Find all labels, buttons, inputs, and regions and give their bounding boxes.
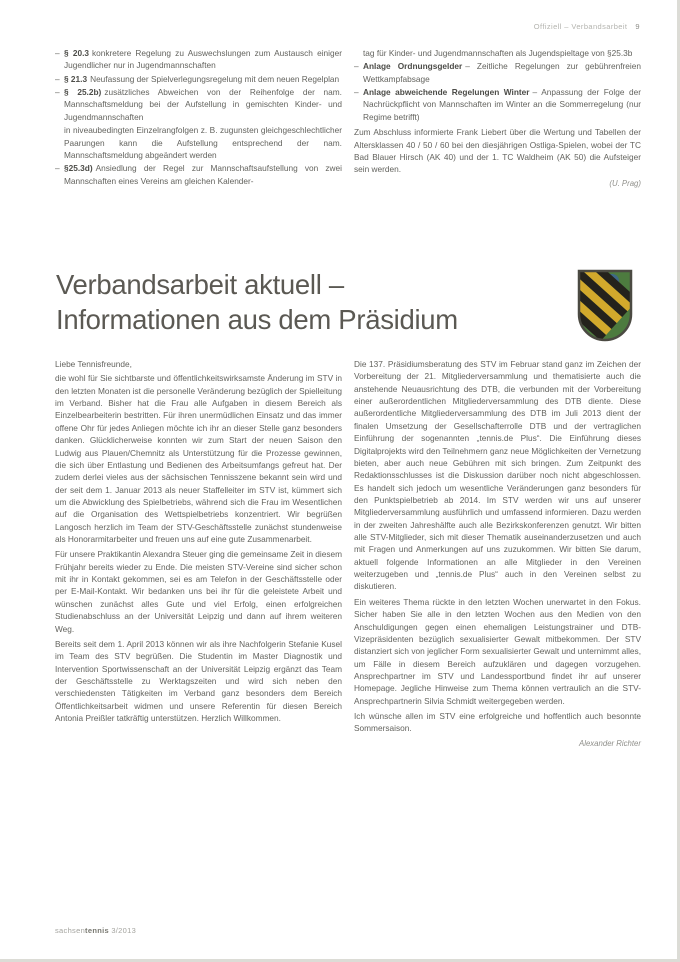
- page-number: 9: [635, 22, 640, 31]
- closing-paragraph: Ich wünsche allen im STV eine erfolgreiche und hoffentlich auch besonnte Sommersaison.: [354, 711, 641, 734]
- paragraph: Ein weiteres Thema rückte in den letzten Wochen unerwartet in den Fokus. Sicher haben Sie alle in den letzten Wochen aus den Medien von den Anschuldigungen gegen einen ehemaligen Leistungstrainer und DTB-Vizepräsidenten bezüglich sexualisierter Gewalt mitbekommen. Der STV distanziert sich von jeglicher Form sexualisierter Gewalt und unternimmt alles, um Fälle in diesem Bereich aufzuklären und dagegen vorzugehen. Ansprechpartner im STV und Landessportbund findet ihr auf unserer Homepage. Jegliche Hinweise zum Thema können vertraulich an die STV-Ansprechpartnerin Silvia Schmidt weitergegeben werden.: [354, 596, 641, 706]
- headline-line1: Verbandsarbeit aktuell –: [56, 269, 344, 300]
- paragraph: Die 137. Präsidiumsberatung des STV im Februar stand ganz im Zeichen der Vorbereitung der 21. Mitgliederversammlung und thematisierte auch die anstehende Neuausrichtung des DTB, die verbunden mit der Vorbereitung einer außerordentlichen Mitgliederversammlung des DTB diente. Diese außerordentliche Mitgliederversammlung des DTB im Juli 2013 dient der finalen Umsetzung der Gesellschafterrolle DTB und der vertraglichen Einführung der sogenannten „tennis.de Plus“. Die Einführung dieses Digitalprojekts wird den Teilnehmern ganz neue Möglichkeiten der Vernetzung bieten, aber auch neue Gebühren mit sich bringen. Zum Zeitpunkt des Redaktionsschlusses ist die Diskussion darüber noch nicht abgeschlossen. Es handelt sich jedoch um wesentliche Veränderungen ganz besonders für den Punktspielbetrieb ab 2014. Im STV werden wir uns auf unserer Mitgliederversammlung ausführlich und umfassend informieren. Dazu werden in der zweiten Jahreshälfte auch alle Bezirkskonferenzen genutzt. Wir bitten alle STV-Mitglieder, sich mit dieser Thematik auseinanderzusetzen und auch mit Fragen und Anmerkungen auf uns zuzukommen. Wir bitten Sie darum, aktuell folgende Informationen an alle Mitglieder in den Vereinen weiterzugeben und „tennis.de Plus“ auch in den Vereinen selbst zu diskutieren.: [354, 359, 641, 592]
- rule-lead: §25.3d): [64, 163, 93, 174]
- paragraph: die wohl für Sie sichtbarste und öffentlichkeitswirksamste Änderung im STV in den letzten Monaten ist die personelle Veränderung bezüglich der Spielleitung im Verband. Bisher hat die Frau alle Aufgaben in diesem Bereich als Einzelbearbeiterin bestritten. Für ihren unermüdlichen Einsatz und das immer offene Ohr für jedes Anliegen möchte ich ihr an dieser Stelle ganz besonders danken. Glücklicherweise konnten wir zum Start der neuen Saison den Ludwig aus Plauen/Chemnitz als Unterstützung für die Prozesse gewinnen, die sich über Entlastung und Bedienen des Arbeitsumfangs gefreut hat. Der zudem derlei vieles aus der sächsischen Tennisszene bekannt sein wird und der seit dem 1. Januar 2013 als neuer Staffelleiter im STV ist, kümmert sich um die Abwicklung des Spielbetriebs, während sich die Frau im Wesentlichen auf die Organisation des Wettspielbetriebs konzentriert. Wir begrüßen Langosch herzlich im Team der STV-Geschäftsstelle zunächst stundenweise als Honorarmitarbeiter und freuen uns auf eine gute Zusammenarbeit.: [55, 373, 342, 545]
- dash-marker: –: [55, 163, 60, 174]
- dash-marker: –: [55, 48, 60, 58]
- top-article-right-column: [354, 47, 641, 189]
- top-article-left-column: [55, 47, 342, 189]
- paragraph: Bereits seit dem 1. April 2013 können wir als ihre Nachfolgerin Stefanie Kusel im Team des STV begrüßen. Die Studentin im Master Diagnostik und Intervention Sportwissenschaft an der Universität Leipzig ergänzt das Team der Geschäftsstelle zu Werktagszeiten und wird sich neben den verschiedensten Tätigkeiten im Verband ganz besonders dem Bereich Öffentlichkeitsarbeit widmen und unsere Referentin für diesen Bereich Antonia Preißler tatkräftig unterstützen. Herzlich Willkommen.: [55, 638, 342, 724]
- stv-crest-icon: [576, 268, 634, 344]
- rule-text: – Zeitliche Regelungen zur gebührenfreien Wettkampfabsage: [363, 61, 641, 84]
- issue-number: 3/2013: [111, 926, 137, 935]
- rule-text: zusätzliches Abweichen von der Reihenfolge der nam. Mannschaftsmeldung bei der Aufstellung in gemischten Kinder- und Jugendmannschaften: [64, 87, 342, 122]
- main-article-right-column: [354, 358, 641, 749]
- rule-text: Neufassung der Spielverlegungsregelung mit dem neuen Regelplan: [90, 73, 340, 84]
- paragraph: Für unsere Praktikantin Alexandra Steuer ging die gemeinsame Zeit in diesem Frühjahr bereits wieder zu Ende. Die meisten STV-Vereine sind sicher schon mit ihr in Kontakt gekommen, sei es am Telefon in der Geschäftsstelle oder per E-Mail-Kontakt. Wir bedanken uns bei ihr für die geleistete Arbeit und wünschen zunächst alles Gute und viel Erfolg, einen erfolgreichen Studienabschluss an der Universität Leipzig und dann auf ihrem weiteren Weg.: [55, 549, 342, 634]
- dash-marker: –: [55, 87, 60, 98]
- running-head: [534, 22, 640, 31]
- magazine-name-bold: tennis: [85, 926, 109, 935]
- rule-item: [354, 60, 641, 85]
- main-article: [55, 358, 641, 749]
- rule-lead: § 20.3: [64, 48, 89, 58]
- main-article-signature: Alexander Richter: [579, 738, 641, 748]
- rule-item: [55, 47, 342, 72]
- main-article-left-column: [55, 358, 342, 749]
- rule-item: [55, 86, 342, 123]
- salutation: Liebe Tennisfreunde,: [55, 359, 132, 369]
- rule-text: – Anpassung der Folge der Nachrückpflicht von Mannschaften im Winter an die Sommerregelung (nur Regime betrifft): [363, 87, 641, 122]
- dash-marker: –: [354, 61, 359, 72]
- top-article-signature: (U. Prag): [609, 178, 641, 188]
- article-headline: [56, 268, 556, 337]
- dash-marker: –: [354, 87, 359, 98]
- running-head-section: Offiziell – Verbandsarbeit: [533, 22, 628, 31]
- magazine-name-light: sachsen: [55, 926, 86, 935]
- rule-item: [55, 162, 342, 187]
- top-article-closing: Zum Abschluss informierte Frank Liebert über die Wertung und Tabellen der Altersklassen 40 / 50 / 60 bei den diesjährigen Ostliga-Spielen, wobei der TC Bad Blauer Hirsch (AK 40) und der 1. TC Waldheim (AK 50) die Aufsteiger sein werden.: [354, 127, 641, 175]
- dash-marker: –: [55, 73, 60, 84]
- rule-item-continuation: [55, 124, 342, 161]
- rule-text: in niveaubedingten Einzelrangfolgen z. B. zugunsten gleichgeschlechtlicher Paarungen kann die Aufstellung entsprechend der nam. Mannschaftsmeldung abgeändert werden: [64, 125, 342, 160]
- column-continuation-text: tag für Kinder- und Jugendmannschaften als Jugendspieltage von §25.3b: [363, 48, 633, 58]
- rule-lead: § 25.2b): [64, 87, 102, 98]
- footer: [55, 926, 136, 935]
- rule-item: [354, 86, 641, 123]
- rule-lead: Anlage abweichende Regelungen Winter: [363, 87, 530, 98]
- rule-text: Ansiedlung der Regel zur Mannschaftsaufstellung von zwei Mannschaften eines Vereins am gleichen Kalender-: [64, 163, 342, 186]
- rule-text: konkretere Regelung zu Auswechslungen zum Austausch einiger Jugendlicher nur in Jugendmannschaften: [64, 48, 342, 71]
- rule-lead: § 21.3: [64, 73, 88, 84]
- rule-item: [55, 73, 342, 85]
- headline-line2: Informationen aus dem Präsidium: [56, 303, 458, 335]
- rule-lead: Anlage Ordnungsgelder: [363, 61, 463, 72]
- top-article: [55, 47, 641, 189]
